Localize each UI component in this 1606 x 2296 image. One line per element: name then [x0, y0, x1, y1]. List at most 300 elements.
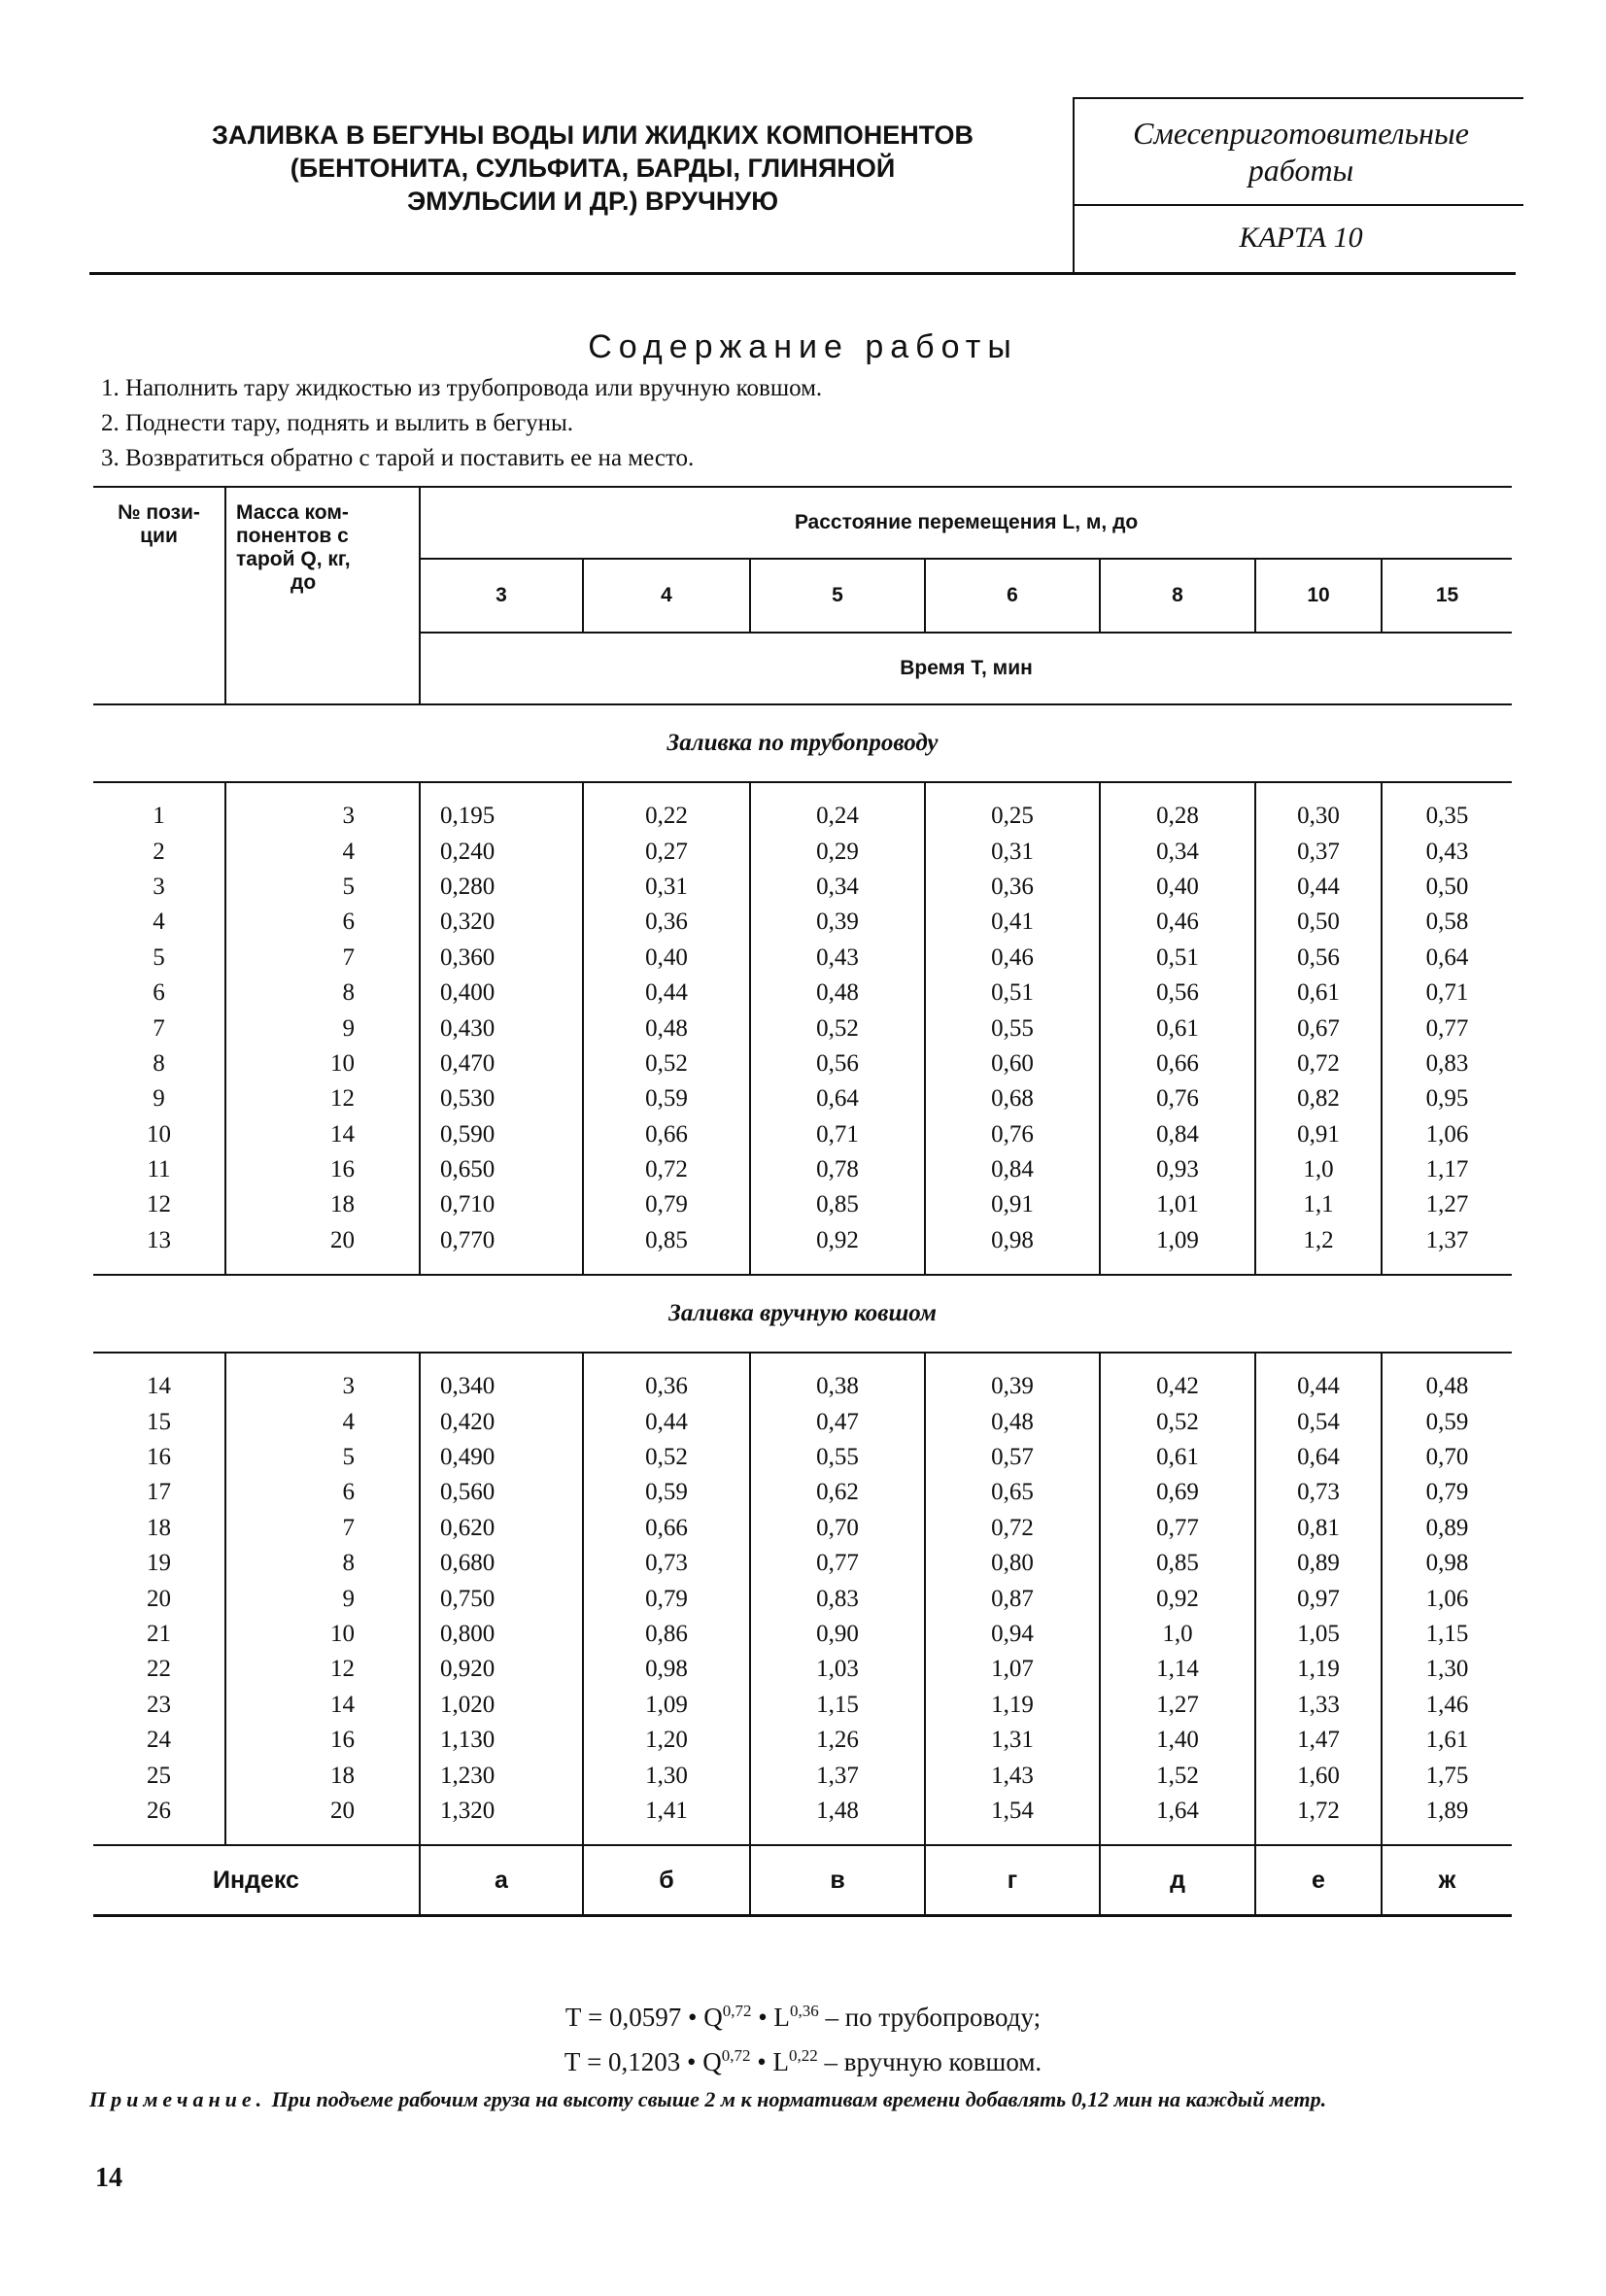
- time-cell: 0,79: [583, 1581, 750, 1616]
- spacer-cell: [925, 1829, 1100, 1845]
- time-cell: 1,43: [925, 1758, 1100, 1793]
- position-cell: 7: [153, 1014, 165, 1042]
- time-cell: 0,46: [1100, 905, 1255, 940]
- mass-cell: 9: [225, 1011, 420, 1045]
- position-cell: 19: [147, 1550, 171, 1577]
- spacer-cell: [925, 782, 1100, 799]
- time-cell: 0,55: [750, 1440, 925, 1475]
- index-cell: ж: [1382, 1845, 1512, 1916]
- spacer-cell: [420, 1353, 583, 1369]
- header-line: № пози-: [118, 501, 200, 524]
- time-cell: 0,69: [1100, 1475, 1255, 1510]
- table-row: [93, 1758, 1512, 1793]
- time-cell: 0,22: [583, 799, 750, 834]
- position-cell: 2: [153, 838, 165, 865]
- time-cell: 1,0: [1255, 1152, 1382, 1187]
- time-cell: 0,59: [583, 1475, 750, 1510]
- document-title: [117, 119, 1069, 218]
- time-cell: 0,490: [420, 1440, 583, 1475]
- time-cell: 0,79: [1382, 1475, 1512, 1510]
- time-cell: 0,72: [583, 1152, 750, 1187]
- time-header: Время Т, мин: [420, 633, 1512, 704]
- title-line: ЗАЛИВКА В БЕГУНЫ ВОДЫ ИЛИ ЖИДКИХ КОМПОНЕНТОВ: [211, 120, 974, 150]
- time-cell: 0,92: [1100, 1581, 1255, 1616]
- position-cell: 26: [147, 1797, 171, 1824]
- time-cell: 1,01: [1100, 1187, 1255, 1222]
- position-cell: 20: [147, 1585, 171, 1612]
- position-cell: 1: [153, 803, 165, 830]
- time-cell: 0,770: [420, 1223, 583, 1258]
- spacer-cell: [925, 1353, 1100, 1369]
- time-cell: 1,17: [1382, 1152, 1512, 1187]
- time-cell: 0,750: [420, 1581, 583, 1616]
- time-cell: 0,72: [925, 1511, 1100, 1546]
- spacer-cell: [225, 782, 420, 799]
- time-cell: 0,61: [1100, 1440, 1255, 1475]
- time-cell: 0,30: [1255, 799, 1382, 834]
- spacer-cell: [1100, 1829, 1255, 1845]
- time-cell: 0,73: [1255, 1475, 1382, 1510]
- table-row: [93, 1581, 1512, 1616]
- spacer-cell: [1382, 1258, 1512, 1275]
- spacer-cell: [1100, 1353, 1255, 1369]
- spacer-cell: [93, 1353, 225, 1369]
- formulas: [0, 1992, 1606, 2081]
- time-cell: 0,71: [1382, 976, 1512, 1011]
- table-row: [93, 1404, 1512, 1439]
- time-cell: 0,77: [750, 1546, 925, 1581]
- table-row: [93, 976, 1512, 1011]
- time-cell: 0,76: [925, 1117, 1100, 1152]
- spacer-cell: [420, 782, 583, 799]
- time-cell: 1,26: [750, 1723, 925, 1758]
- time-cell: 0,90: [750, 1617, 925, 1652]
- section-title: Заливка вручную ковшом: [93, 1275, 1512, 1353]
- time-cell: 0,51: [1100, 941, 1255, 976]
- position-cell: 21: [147, 1621, 171, 1647]
- time-cell: 0,41: [925, 905, 1100, 940]
- time-cell: 0,80: [925, 1546, 1100, 1581]
- position-cell: 9: [153, 1085, 165, 1113]
- time-cell: 1,47: [1255, 1723, 1382, 1758]
- time-cell: 0,430: [420, 1011, 583, 1045]
- position-cell: 13: [147, 1226, 171, 1253]
- position-cell: 10: [147, 1120, 171, 1148]
- index-cell: б: [583, 1845, 750, 1916]
- time-cell: 0,54: [1255, 1404, 1382, 1439]
- time-cell: 0,70: [1382, 1440, 1512, 1475]
- time-cell: 0,76: [1100, 1081, 1255, 1116]
- position-cell: 25: [147, 1762, 171, 1789]
- time-cell: 1,20: [583, 1723, 750, 1758]
- index-cell: г: [925, 1845, 1100, 1916]
- mass-cell: 3: [225, 1369, 420, 1404]
- spacer-cell: [750, 1353, 925, 1369]
- mass-cell: 5: [225, 1440, 420, 1475]
- time-cell: 0,97: [1255, 1581, 1382, 1616]
- time-cell: 1,19: [1255, 1652, 1382, 1687]
- time-cell: 0,28: [1100, 799, 1255, 834]
- time-cell: 0,29: [750, 834, 925, 869]
- distance-header: Расстояние перемещения L, м, до: [420, 487, 1512, 559]
- table-row: [93, 1652, 1512, 1687]
- time-cell: 0,50: [1255, 905, 1382, 940]
- title-line: ЭМУЛЬСИИ И ДР.) ВРУЧНУЮ: [406, 187, 779, 216]
- time-cell: 0,38: [750, 1369, 925, 1404]
- time-cell: 0,82: [1255, 1081, 1382, 1116]
- mass-cell: 12: [225, 1081, 420, 1116]
- time-cell: 1,230: [420, 1758, 583, 1793]
- time-cell: 1,14: [1100, 1652, 1255, 1687]
- spacer-cell: [925, 1258, 1100, 1275]
- time-cell: 0,48: [1382, 1369, 1512, 1404]
- position-cell: 16: [147, 1444, 171, 1471]
- footnote: [89, 2087, 1518, 2112]
- spacer-cell: [1255, 1258, 1382, 1275]
- table-row: [93, 834, 1512, 869]
- section-row: [93, 1275, 1512, 1353]
- mass-cell: 10: [225, 1617, 420, 1652]
- time-cell: 0,680: [420, 1546, 583, 1581]
- position-cell: 5: [153, 943, 165, 971]
- time-norms-table: [93, 486, 1512, 1917]
- time-cell: 1,33: [1255, 1688, 1382, 1723]
- index-cell: д: [1100, 1845, 1255, 1916]
- time-cell: 0,59: [583, 1081, 750, 1116]
- mass-cell: 20: [225, 1794, 420, 1829]
- spacer-cell: [583, 782, 750, 799]
- table-row: [93, 1117, 1512, 1152]
- header-card-rule: [1075, 204, 1523, 206]
- mass-cell: 3: [225, 799, 420, 834]
- table-row: [93, 1546, 1512, 1581]
- time-cell: 1,61: [1382, 1723, 1512, 1758]
- table-row: [93, 870, 1512, 905]
- time-cell: 0,71: [750, 1117, 925, 1152]
- table-row: [93, 799, 1512, 834]
- section-title: Заливка по трубопроводу: [93, 704, 1512, 782]
- time-cell: 0,35: [1382, 799, 1512, 834]
- distance-value: 3: [420, 559, 583, 633]
- table-row: [93, 1046, 1512, 1081]
- table-row: [93, 1187, 1512, 1222]
- index-cell: в: [750, 1845, 925, 1916]
- time-cell: 0,92: [750, 1223, 925, 1258]
- mass-cell: 14: [225, 1688, 420, 1723]
- time-cell: 0,39: [750, 905, 925, 940]
- time-cell: 1,31: [925, 1723, 1100, 1758]
- time-cell: 0,24: [750, 799, 925, 834]
- time-cell: 0,43: [750, 941, 925, 976]
- time-cell: 0,61: [1255, 976, 1382, 1011]
- time-cell: 0,85: [750, 1187, 925, 1222]
- time-cell: 0,62: [750, 1475, 925, 1510]
- spacer-cell: [583, 1258, 750, 1275]
- spacer-cell: [1100, 782, 1255, 799]
- spacer-cell: [1255, 782, 1382, 799]
- time-cell: 1,09: [1100, 1223, 1255, 1258]
- mass-cell: 8: [225, 976, 420, 1011]
- time-cell: 0,44: [1255, 1369, 1382, 1404]
- distance-value: 10: [1255, 559, 1382, 633]
- position-cell: 4: [153, 908, 165, 936]
- time-cell: 0,40: [1100, 870, 1255, 905]
- mass-cell: 7: [225, 941, 420, 976]
- time-cell: 0,83: [1382, 1046, 1512, 1081]
- time-cell: 1,52: [1100, 1758, 1255, 1793]
- time-cell: 0,52: [583, 1046, 750, 1081]
- time-cell: 0,98: [583, 1652, 750, 1687]
- time-cell: 0,59: [1382, 1404, 1512, 1439]
- position-cell: 23: [147, 1691, 171, 1718]
- time-cell: 0,64: [1255, 1440, 1382, 1475]
- time-cell: 0,61: [1100, 1011, 1255, 1045]
- position-cell: 8: [153, 1049, 165, 1077]
- time-cell: 0,50: [1382, 870, 1512, 905]
- spacer-cell: [583, 1829, 750, 1845]
- time-cell: 0,42: [1100, 1369, 1255, 1404]
- table-row: [93, 1511, 1512, 1546]
- spacer-cell: [1100, 1258, 1255, 1275]
- time-cell: 1,75: [1382, 1758, 1512, 1793]
- time-cell: 1,07: [925, 1652, 1100, 1687]
- time-cell: 1,60: [1255, 1758, 1382, 1793]
- time-cell: 0,47: [750, 1404, 925, 1439]
- footnote-label: Примечание.: [89, 2087, 267, 2111]
- mass-cell: 12: [225, 1652, 420, 1687]
- position-cell: 14: [147, 1373, 171, 1400]
- mass-cell: 18: [225, 1187, 420, 1222]
- time-cell: 1,03: [750, 1652, 925, 1687]
- position-cell: 24: [147, 1727, 171, 1754]
- time-cell: 0,64: [1382, 941, 1512, 976]
- table-row: [93, 1011, 1512, 1045]
- mass-cell: 20: [225, 1223, 420, 1258]
- position-cell: 18: [147, 1514, 171, 1541]
- table-row: [93, 1152, 1512, 1187]
- spacer-cell: [420, 1258, 583, 1275]
- category-line: работы: [1247, 153, 1354, 188]
- time-cell: 0,98: [925, 1223, 1100, 1258]
- table-row: [93, 1688, 1512, 1723]
- time-cell: 0,94: [925, 1617, 1100, 1652]
- time-cell: 0,58: [1382, 905, 1512, 940]
- header-line: Масса ком-: [236, 501, 349, 524]
- time-cell: 1,130: [420, 1723, 583, 1758]
- spacer-cell: [225, 1353, 420, 1369]
- table-row: [93, 1223, 1512, 1258]
- time-cell: 0,87: [925, 1581, 1100, 1616]
- time-cell: 1,72: [1255, 1794, 1382, 1829]
- spacer-cell: [1382, 1353, 1512, 1369]
- table-row: [93, 941, 1512, 976]
- time-cell: 0,83: [750, 1581, 925, 1616]
- time-cell: 0,620: [420, 1511, 583, 1546]
- index-row: [93, 1845, 1512, 1916]
- step-item: 1. Наполнить тару жидкостью из трубопровода или вручную ковшом.: [101, 375, 823, 401]
- time-cell: 0,79: [583, 1187, 750, 1222]
- mass-cell: 7: [225, 1511, 420, 1546]
- time-cell: 0,46: [925, 941, 1100, 976]
- time-cell: 0,34: [1100, 834, 1255, 869]
- time-cell: 0,51: [925, 976, 1100, 1011]
- table-row: [93, 905, 1512, 940]
- time-cell: 0,44: [583, 1404, 750, 1439]
- time-cell: 0,56: [1100, 976, 1255, 1011]
- mass-cell: 9: [225, 1581, 420, 1616]
- spacer-cell: [1382, 1829, 1512, 1845]
- time-cell: 0,44: [583, 976, 750, 1011]
- table-row: [93, 1440, 1512, 1475]
- spacer-cell: [1255, 1829, 1382, 1845]
- time-cell: 0,55: [925, 1011, 1100, 1045]
- distance-value: 15: [1382, 559, 1512, 633]
- time-cell: 0,77: [1382, 1011, 1512, 1045]
- time-cell: 0,37: [1255, 834, 1382, 869]
- time-cell: 0,43: [1382, 834, 1512, 869]
- col-header-mass: [225, 487, 420, 704]
- time-cell: 1,06: [1382, 1581, 1512, 1616]
- table-row: [93, 1723, 1512, 1758]
- time-cell: 0,66: [583, 1117, 750, 1152]
- mass-cell: 4: [225, 1404, 420, 1439]
- time-cell: 0,650: [420, 1152, 583, 1187]
- position-cell: 6: [153, 979, 165, 1007]
- time-cell: 1,64: [1100, 1794, 1255, 1829]
- step-item: 2. Поднести тару, поднять и вылить в бегуны.: [101, 410, 574, 436]
- spacer-cell: [93, 782, 225, 799]
- time-cell: 0,91: [925, 1187, 1100, 1222]
- time-cell: 0,27: [583, 834, 750, 869]
- time-cell: 1,41: [583, 1794, 750, 1829]
- spacer-cell: [93, 1258, 225, 1275]
- time-cell: 0,84: [1100, 1117, 1255, 1152]
- time-cell: 0,81: [1255, 1511, 1382, 1546]
- spacer-cell: [420, 1829, 583, 1845]
- time-cell: 0,36: [583, 1369, 750, 1404]
- time-cell: 0,710: [420, 1187, 583, 1222]
- time-cell: 0,65: [925, 1475, 1100, 1510]
- spacer-cell: [225, 1258, 420, 1275]
- mass-cell: 16: [225, 1723, 420, 1758]
- time-cell: 1,54: [925, 1794, 1100, 1829]
- spacer-cell: [225, 1829, 420, 1845]
- work-category: [1078, 115, 1523, 188]
- section-row: [93, 704, 1512, 782]
- time-cell: 0,93: [1100, 1152, 1255, 1187]
- time-cell: 0,56: [750, 1046, 925, 1081]
- time-cell: 0,920: [420, 1652, 583, 1687]
- time-cell: 1,2: [1255, 1223, 1382, 1258]
- index-cell: е: [1255, 1845, 1382, 1916]
- time-cell: 1,06: [1382, 1117, 1512, 1152]
- time-cell: 0,66: [583, 1511, 750, 1546]
- title-line: (БЕНТОНИТА, СУЛЬФИТА, БАРДЫ, ГЛИНЯНОЙ: [290, 154, 896, 183]
- position-cell: 17: [147, 1479, 171, 1506]
- time-cell: 0,85: [583, 1223, 750, 1258]
- step-item: 3. Возвратиться обратно с тарой и поставить ее на место.: [101, 445, 695, 471]
- header-top-rule: [1075, 97, 1523, 99]
- col-header-position: [93, 487, 225, 704]
- time-cell: 0,57: [925, 1440, 1100, 1475]
- time-cell: 1,27: [1100, 1688, 1255, 1723]
- time-cell: 1,46: [1382, 1688, 1512, 1723]
- time-cell: 1,15: [1382, 1617, 1512, 1652]
- time-cell: 0,68: [925, 1081, 1100, 1116]
- time-cell: 0,40: [583, 941, 750, 976]
- time-cell: 0,52: [1100, 1404, 1255, 1439]
- position-cell: 11: [147, 1156, 171, 1183]
- table-row: [93, 1794, 1512, 1829]
- time-cell: 1,05: [1255, 1617, 1382, 1652]
- header-line: ции: [140, 525, 178, 547]
- mass-cell: 16: [225, 1152, 420, 1187]
- time-cell: 1,37: [1382, 1223, 1512, 1258]
- time-cell: 0,800: [420, 1617, 583, 1652]
- position-cell: 12: [147, 1191, 171, 1218]
- time-cell: 0,400: [420, 976, 583, 1011]
- time-cell: 0,195: [420, 799, 583, 834]
- spacer-cell: [1382, 782, 1512, 799]
- time-cell: 0,91: [1255, 1117, 1382, 1152]
- distance-value: 5: [750, 559, 925, 633]
- time-cell: 0,52: [583, 1440, 750, 1475]
- time-cell: 1,40: [1100, 1723, 1255, 1758]
- time-cell: 0,36: [925, 870, 1100, 905]
- time-cell: 0,56: [1255, 941, 1382, 976]
- time-cell: 0,48: [583, 1011, 750, 1045]
- work-steps: [101, 371, 1364, 476]
- formula-ladle: Т = 0,1203 • Q$^{0,72}$ • L$^{0,22}$ – вручную ковшом.: [564, 2046, 1042, 2076]
- time-cell: 0,67: [1255, 1011, 1382, 1045]
- distance-value: 4: [583, 559, 750, 633]
- time-cell: 0,420: [420, 1404, 583, 1439]
- position-cell: 15: [147, 1408, 171, 1435]
- card-number: КАРТА 10: [1239, 222, 1363, 254]
- spacer-cell: [750, 1258, 925, 1275]
- spacer-cell: [583, 1353, 750, 1369]
- table-row: [93, 1617, 1512, 1652]
- time-cell: 1,19: [925, 1688, 1100, 1723]
- position-cell: 22: [147, 1656, 171, 1683]
- table-row: [93, 1369, 1512, 1404]
- mass-cell: 8: [225, 1546, 420, 1581]
- time-cell: 0,72: [1255, 1046, 1382, 1081]
- distance-value: 8: [1100, 559, 1255, 633]
- header-line: до: [290, 571, 317, 594]
- time-cell: 0,77: [1100, 1511, 1255, 1546]
- category-line: Смесеприготовительные: [1133, 116, 1469, 151]
- time-cell: 1,37: [750, 1758, 925, 1793]
- time-cell: 0,98: [1382, 1546, 1512, 1581]
- time-cell: 0,590: [420, 1117, 583, 1152]
- time-cell: 1,320: [420, 1794, 583, 1829]
- time-cell: 0,320: [420, 905, 583, 940]
- mass-cell: 6: [225, 905, 420, 940]
- time-cell: 1,020: [420, 1688, 583, 1723]
- time-cell: 0,31: [925, 834, 1100, 869]
- spacer-cell: [750, 782, 925, 799]
- time-cell: 0,34: [750, 870, 925, 905]
- time-cell: 0,89: [1255, 1546, 1382, 1581]
- time-cell: 0,530: [420, 1081, 583, 1116]
- footnote-text: При подъеме рабочим груза на высоту свыше 2 м к нормативам времени добавлять 0,12 мин на каждый метр.: [266, 2087, 1327, 2111]
- time-cell: 1,30: [583, 1758, 750, 1793]
- time-cell: 0,240: [420, 834, 583, 869]
- time-cell: 0,48: [925, 1404, 1100, 1439]
- time-cell: 0,31: [583, 870, 750, 905]
- distance-value: 6: [925, 559, 1100, 633]
